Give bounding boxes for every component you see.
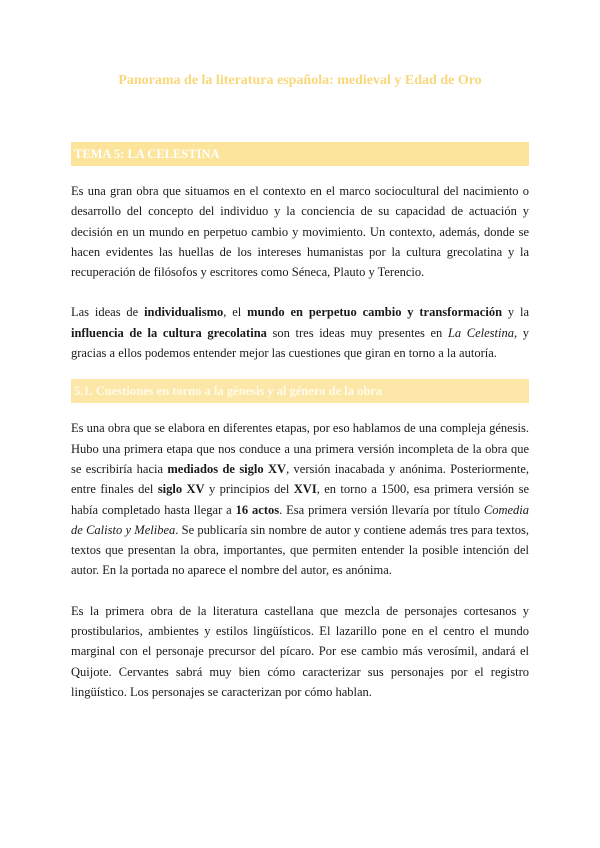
section-heading-tema-5: TEMA 5: LA CELESTINA	[71, 142, 529, 166]
text-run: Es una obra que se elabora en diferentes etapas, por eso hablamos de una compleja génesis. Hubo una primera etapa que nos conduce a una primera versión incompleta de la obra que se escribiría hacia	[71, 421, 529, 476]
text-run: , y gracias a ellos podemos entender mejor las cuestiones que giran en torno a la autoría.	[71, 325, 530, 361]
text-run: son tres ideas muy presentes en	[266, 325, 448, 340]
paragraph-key-ideas	[71, 302, 529, 363]
bold-term-mediados-siglo-xv: mediados de siglo XV	[167, 461, 287, 476]
text-run: . Se publicaría sin nombre de autor y contiene además tres para textos, textos que presentan la obra, importantes, que permiten entender la posible intención del autor. En la portada no aparece el nombre del autor, es anónima.	[71, 522, 530, 578]
bold-term-16-actos: 16 actos	[235, 502, 280, 517]
bold-term-siglo-xv: siglo XV	[157, 482, 205, 497]
text-run: , en torno a 1500, esa primera versión se había completado hasta llegar a	[71, 482, 529, 517]
text-run: , el	[223, 305, 248, 320]
italic-title-la-celestina: La Celestina	[447, 325, 514, 340]
paragraph-personajes: Es la primera obra de la literatura castellana que mezcla de personajes cortesanos y prostibularios, ambientes y estilos lingüísticos. El lazarillo pone en el centro el mundo marginal con el personaje precursor del pícaro. Por ese cambio más verosímil, andará el Quijote. Cervantes sabrá muy bien cómo caracterizar sus personajes por el registro lingüístico. Los personajes se caracterizan por cómo hablan.	[71, 603, 529, 699]
text-run: , versión inacabada y anónima. Posteriormente, entre finales del	[71, 461, 529, 497]
subsection-heading-5-1: 5.1. Cuestiones en torno a la génesis y al género de la obra	[71, 379, 529, 403]
bold-term-mundo-cambio: mundo en perpetuo cambio y transformación	[247, 305, 503, 320]
paragraph-context: Es una gran obra que situamos en el contexto en el marco sociocultural del nacimiento o desarrollo del concepto del individuo y la conciencia de su capacidad de actuación y decisión en un mundo en perpetuo cambio y movimiento. Un contexto, además, donde se hacen evidentes las huellas de los intereses humanistas por la cultura grecolatina y la recuperación de filósofos y escritores como Séneca, Plauto y Terencio.	[71, 184, 529, 280]
italic-title-comedia: Comedia de Calisto y Melibea	[71, 502, 530, 537]
bold-term-xvi: XVI	[293, 482, 317, 497]
text-run: . Esa primera versión llevaría por título	[279, 502, 484, 517]
text-run: y principios del	[204, 482, 294, 497]
text-run: Las ideas de	[71, 305, 145, 320]
bold-term-cultura-grecolatina: influencia de la cultura grecolatina	[71, 325, 267, 340]
document-title: Panorama de la literatura española: medieval y Edad de Oro	[118, 73, 482, 88]
paragraph-genesis	[71, 418, 529, 580]
bold-term-individualismo: individualismo	[144, 305, 224, 320]
text-run: y la	[502, 305, 529, 320]
